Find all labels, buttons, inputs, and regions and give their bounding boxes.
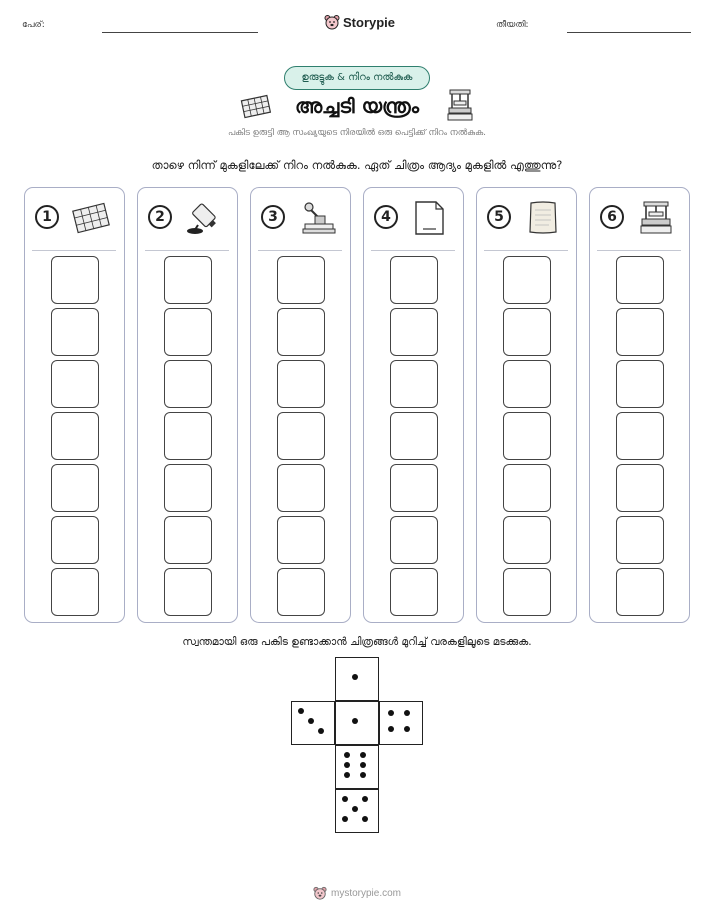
color-box[interactable] <box>616 308 664 356</box>
color-box[interactable] <box>51 308 99 356</box>
color-box[interactable] <box>616 516 664 564</box>
color-box[interactable] <box>51 360 99 408</box>
color-box[interactable] <box>164 360 212 408</box>
color-box[interactable] <box>277 568 325 616</box>
page-title: അച്ചടി യന്ത്രം <box>294 94 420 118</box>
color-box[interactable] <box>164 308 212 356</box>
color-box[interactable] <box>277 308 325 356</box>
color-box[interactable] <box>616 464 664 512</box>
color-box[interactable] <box>277 412 325 460</box>
printing-press-icon <box>446 88 474 122</box>
color-box[interactable] <box>503 256 551 304</box>
color-box[interactable] <box>616 412 664 460</box>
color-box[interactable] <box>51 256 99 304</box>
footer-url[interactable]: mystorypie.com <box>330 887 401 899</box>
name-line[interactable] <box>102 32 258 33</box>
color-box[interactable] <box>390 516 438 564</box>
column-number: 5 <box>487 205 511 229</box>
column-3 <box>250 187 351 623</box>
color-box[interactable] <box>277 256 325 304</box>
column-number: 4 <box>374 205 398 229</box>
brand-logo <box>324 12 395 32</box>
paper-sheet-icon <box>410 200 450 236</box>
color-box[interactable] <box>51 464 99 512</box>
color-box[interactable] <box>390 412 438 460</box>
column-number: 1 <box>35 205 59 229</box>
color-box[interactable] <box>277 464 325 512</box>
name-label: പേര്: <box>22 20 45 30</box>
color-box[interactable] <box>503 308 551 356</box>
column-1 <box>24 187 125 623</box>
color-box[interactable] <box>616 360 664 408</box>
column-number: 2 <box>148 205 172 229</box>
instruction: താഴെ നിന്ന് മുകളിലേക്ക് നിറം നൽകുക. ഏത് ചിത്രം ആദ്യം മുകളിൽ എത്തുന്നു? <box>151 158 563 172</box>
color-box[interactable] <box>390 568 438 616</box>
color-box[interactable] <box>51 568 99 616</box>
dice-face-four[interactable] <box>379 701 423 745</box>
color-box[interactable] <box>616 256 664 304</box>
color-box[interactable] <box>616 568 664 616</box>
color-box[interactable] <box>164 516 212 564</box>
color-box[interactable] <box>390 360 438 408</box>
dice-face-three[interactable] <box>291 701 335 745</box>
brand-name: Storypie <box>343 14 396 30</box>
color-box[interactable] <box>164 256 212 304</box>
color-box[interactable] <box>390 256 438 304</box>
color-box[interactable] <box>503 360 551 408</box>
column-2 <box>137 187 238 623</box>
color-box[interactable] <box>51 412 99 460</box>
color-box[interactable] <box>277 516 325 564</box>
bear-logo-icon <box>324 14 340 30</box>
subtitle: പകിട ഉരുട്ടി ആ സംഖ്യയുടെ നിരയിൽ ഒരു പെട്ടിക്ക് നിറം നൽകുക. <box>228 128 486 138</box>
dice-face-five[interactable] <box>335 789 379 833</box>
dice-face-six[interactable] <box>335 745 379 789</box>
column-4 <box>363 187 464 623</box>
dice-face-center[interactable] <box>335 701 379 745</box>
color-box[interactable] <box>503 464 551 512</box>
bear-logo-icon <box>313 886 327 900</box>
color-box[interactable] <box>164 464 212 512</box>
stamp-press-icon <box>297 200 337 236</box>
date-label: തീയതി: <box>496 20 529 30</box>
column-number: 3 <box>261 205 285 229</box>
type-tray-icon <box>71 200 111 236</box>
color-box[interactable] <box>503 568 551 616</box>
parchment-icon <box>523 200 563 236</box>
color-box[interactable] <box>164 412 212 460</box>
color-box[interactable] <box>164 568 212 616</box>
column-6 <box>589 187 690 623</box>
activity-badge: ഉരുട്ടുക & നിറം നൽകുക <box>284 66 430 90</box>
ink-tube-icon <box>184 200 224 236</box>
dice-instruction: സ്വന്തമായി ഒരു പകിട ഉണ്ടാക്കാൻ ചിത്രങ്ങൾ മുറിച്ച് വരകളിലൂടെ മടക്കുക. <box>182 636 532 648</box>
printing-press-icon <box>636 200 676 236</box>
color-box[interactable] <box>503 516 551 564</box>
color-box[interactable] <box>51 516 99 564</box>
color-box[interactable] <box>503 412 551 460</box>
color-box[interactable] <box>277 360 325 408</box>
color-box[interactable] <box>390 464 438 512</box>
color-box[interactable] <box>390 308 438 356</box>
column-5 <box>476 187 577 623</box>
date-line[interactable] <box>567 32 691 33</box>
column-number: 6 <box>600 205 624 229</box>
footer <box>0 886 714 900</box>
dice-face-one[interactable] <box>335 657 379 701</box>
